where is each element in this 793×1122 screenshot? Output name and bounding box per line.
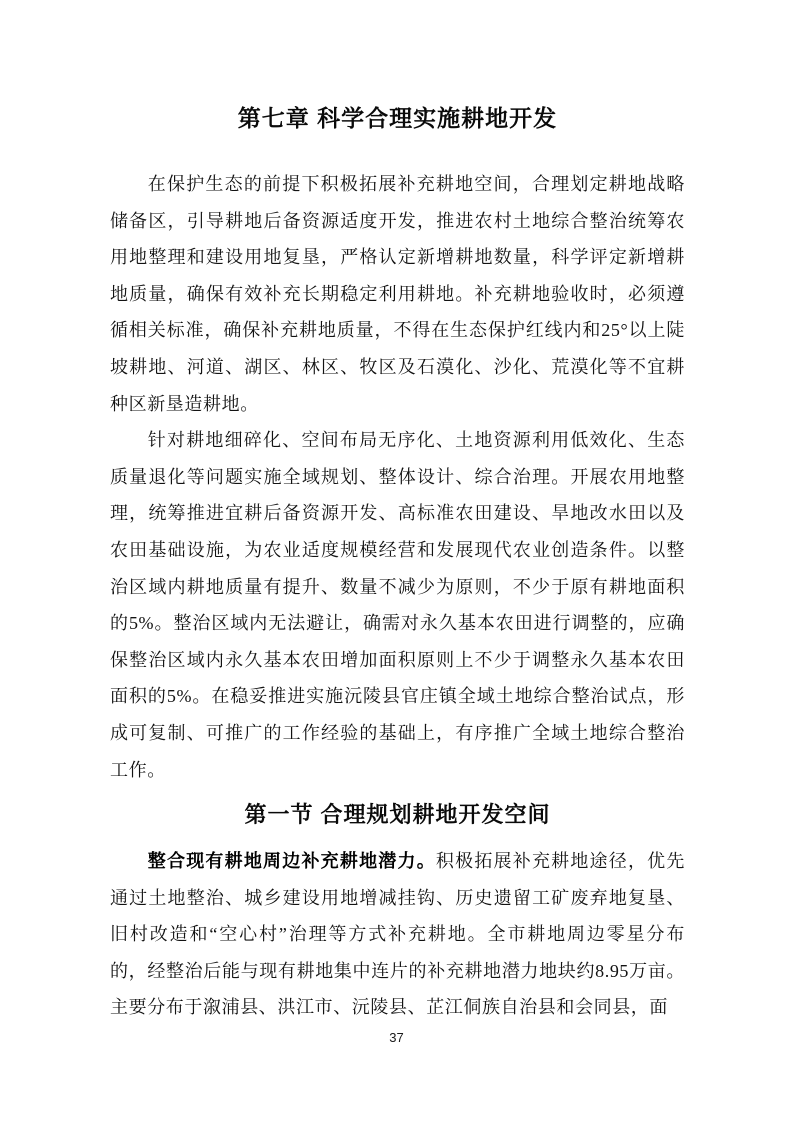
paragraph-3-bold-lead: 整合现有耕地周边补充耕地潜力。 [147, 851, 436, 872]
paragraph-3 [110, 843, 685, 1026]
page-number: 37 [389, 1030, 404, 1045]
page-content [110, 0, 685, 1026]
title-spacer [110, 134, 685, 166]
paragraph-3-text: 积极拓展补充耕地途径，优先通过土地整治、城乡建设用地增减挂钩、历史遗留工矿废弃地复垦、旧村改造和“空心村”治理等方式补充耕地。全市耕地周边零星分布的，经整治后能与现有耕地集中连片的补充耕地潜力地块约8.95万亩。主要分布于溆浦县、洪江市、沅陵县、芷江侗族自治县和会同县，面 [110, 851, 685, 1018]
paragraph-1: 在保护生态的前提下积极拓展补充耕地空间，合理划定耕地战略储备区，引导耕地后备资源适度开发，推进农村土地综合整治统筹农用地整理和建设用地复垦，严格认定新增耕地数量，科学评定新增耕地质量，确保有效补充长期稳定利用耕地。补充耕地验收时，必须遵循相关标准，确保补充耕地质量，不得在生态保护红线内和25°以上陡坡耕地、河道、湖区、林区、牧区及石漠化、沙化、荒漠化等不宜耕种区新垦造耕地。 [110, 174, 685, 414]
paragraph-2: 针对耕地细碎化、空间布局无序化、土地资源利用低效化、生态质量退化等问题实施全域规划、整体设计、综合治理。开展农用地整理，统筹推进宜耕后备资源开发、高标准农田建设、旱地改水田以及农田基础设施，为农业适度规模经营和发展现代农业创造条件。以整治区域内耕地质量有提升、数量不减少为原则，不少于原有耕地面积的5%。整治区域内无法避让，确需对永久基本农田进行调整的，应确保整治区域内永久基本农田增加面积原则上不少于调整永久基本农田面积的5%。在稳妥推进实施沅陵县官庄镇全域土地综合整治试点，形成可复制、可推广的工作经验的基础上，有序推广全域土地综合整治工作。 [110, 430, 685, 780]
section-title: 第一节 合理规划耕地开发空间 [244, 802, 551, 828]
chapter-title: 第七章 科学合理实施耕地开发 [237, 105, 558, 131]
